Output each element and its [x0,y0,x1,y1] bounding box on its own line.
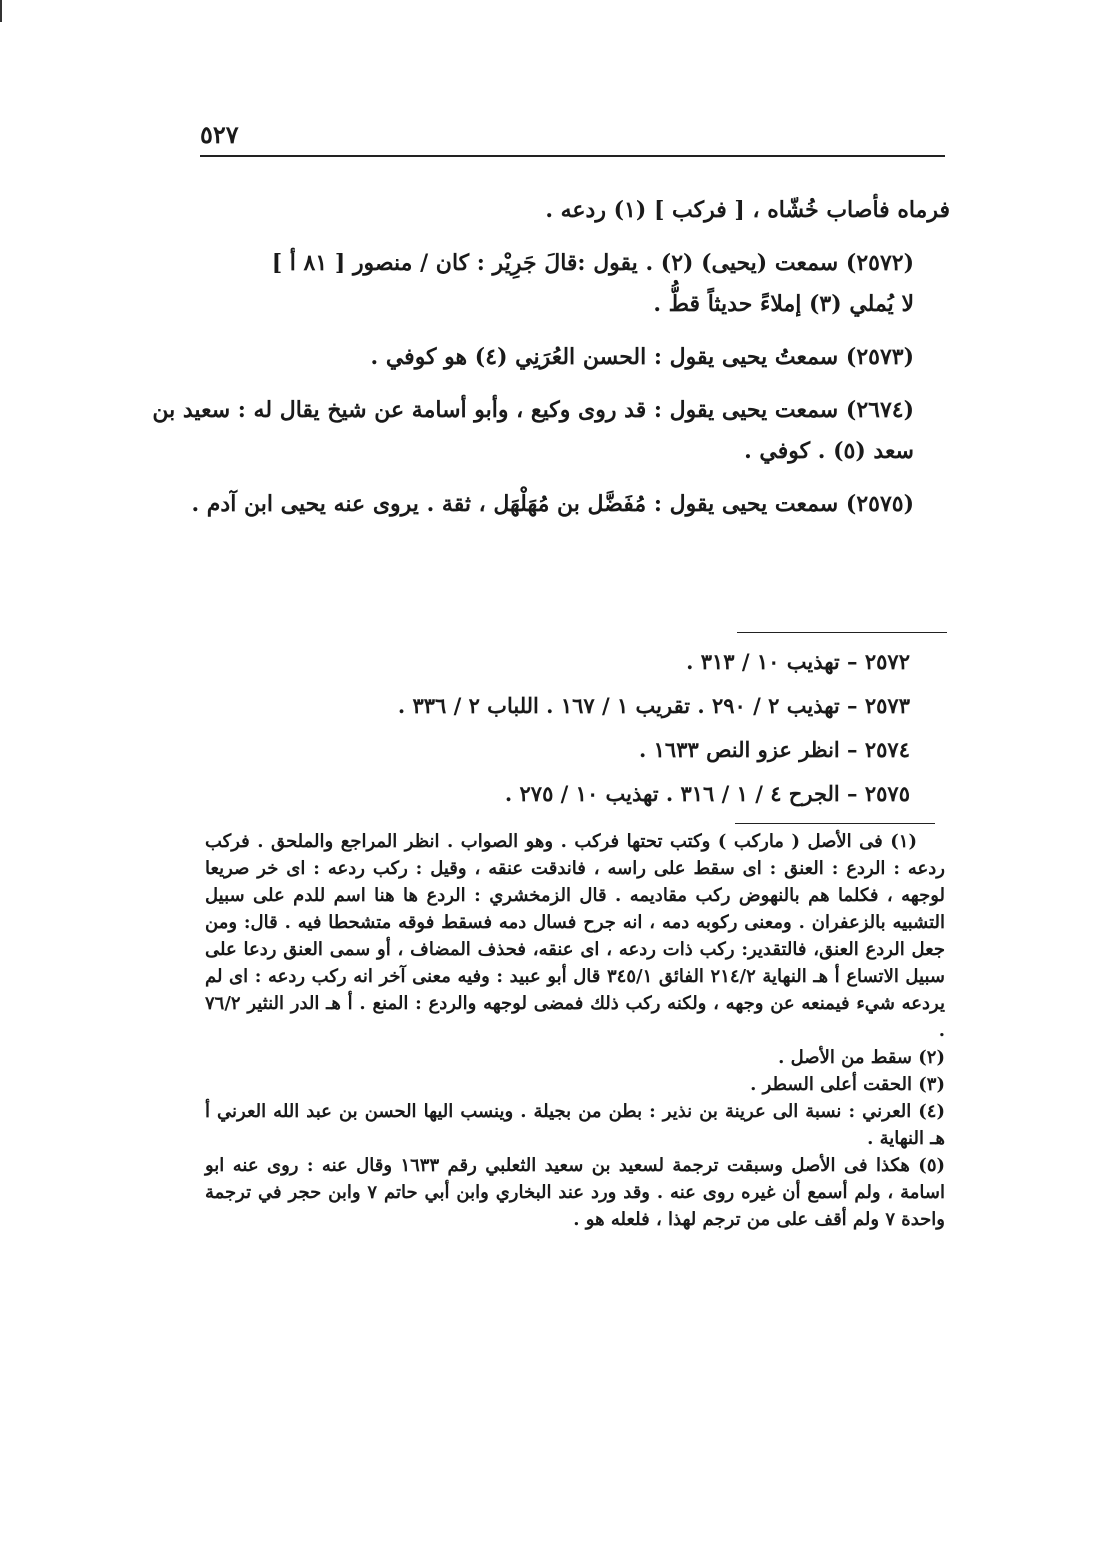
text-line-1: فرماه فأصاب خُشّاه ، [ فركب ] (١) ردعه . [545,197,950,223]
footnote-4: (٤) العرني : نسبة الى عرينة بن نذير : بطن من بجيلة . وينسب اليها الحسن بن عبد الله العرني أ هـ النهاية . [205,1101,945,1149]
entry-2574: (٢٦٧٤) سمعت يحيى يقول : قد روى وكيع ، وأبو أسامة عن شيخ يقال له : سعيد بن سعد (٥) . كوفي . [152,397,914,464]
page-number: ٥٢٧ [200,120,239,149]
entry-2572-text: (٢٥٧٢) سمعت (يحيى) (٢) . يقول :قالَ جَرِيْر : كان / منصور [352,250,914,276]
reference-item: ٢٥٧٤ – انظر عزو النص ١٦٣٣ . [639,737,910,762]
entry-2572 [110,243,950,325]
scan-corner-mark [0,0,8,22]
footnote-2: (٢) سقط من الأصل . [778,1047,945,1068]
entry-2573: (٢٥٧٣) سمعتُ يحيى يقول : الحسن العُرَنِي (٤) هو كوفي . [370,344,914,370]
footnotes-rule [735,823,935,824]
footnotes [205,828,945,1233]
reference-item: ٢٥٧٢ – تهذيب ١٠ / ٣١٣ . [686,649,910,674]
references-list [300,640,910,816]
footnote-5: (٥) هكذا فى الأصل وسبقت ترجمة لسعيد بن سعيد الثعلبي رقم ١٦٣٣ وقال عنه : روى عنه ابو اسامة ، ولم أسمع أن غيره روى عنه . وقد ورد عند البخاري وابن أبي حاتم ٧ وابن حجر في ترجمة واحدة ٧ ولم أقف على من ترجم لهذا ، فلعله هو . [205,1155,946,1230]
entry-2572-continuation: لا يُملي (٣) إملاءً حديثاً قطُّ . [653,291,914,317]
reference-item: ٢٥٧٣ – تهذيب ٢ / ٢٩٠ . تقريب ١ / ١٦٧ . اللباب ٢ / ٣٣٦ . [397,693,910,718]
entry-2575: (٢٥٧٥) سمعت يحيى يقول : مُفَضَّل بن مُهَلْهَل ، ثقة . يروى عنه يحيى ابن آدم . [191,491,914,517]
references-rule [737,632,947,633]
reference-item: ٢٥٧٥ – الجرح ٤ / ١ / ٣١٦ . تهذيب ١٠ / ٢٧٥ . [504,781,910,806]
header-rule [200,155,945,157]
footnote-3: (٣) الحقت أعلى السطر . [750,1074,945,1095]
manuscript-folio-ref: [ ٨١ أ ] [271,250,346,276]
main-text [110,190,950,537]
footnote-1: (١) فى الأصل ( ماركب ) وكتب تحتها فركب . وهو الصواب . انظر المراجع والملحق . فركب ردعه : الردع : العنق : اى سقط على راسه ، فاندقت عنقه ، وقيل : ركب ردعه : اى خر صريعا لوجهه ، فكلما هم بالنهوض ركب مقاديمه . قال الزمخشري : الردع ها هنا اسم للدم على سبيل التشبيه بالزعفران . ومعنى ركوبه دمه ، انه جرح فسال دمه فسقط فوقه متشحطا فيه . قال: ومن جعل الردع العنق، فالتقدير: ركب ذات ردعه ، اى عنقه، فحذف المضاف ، أو سمى العنق ردعا على سبيل الاتساع أ هـ النهاية ٢١٤/٢ الفائق ٣٤٥/١ قال أبو عبيد : وفيه معنى آخر انه ركب ردعه : اى لم يردعه شيء فيمنعه عن وجهه ، ولكنه ركب ذلك فمضى لوجهه والردع : المنع . أ هـ الدر النثير ٧٦/٢ . [205,831,946,1041]
